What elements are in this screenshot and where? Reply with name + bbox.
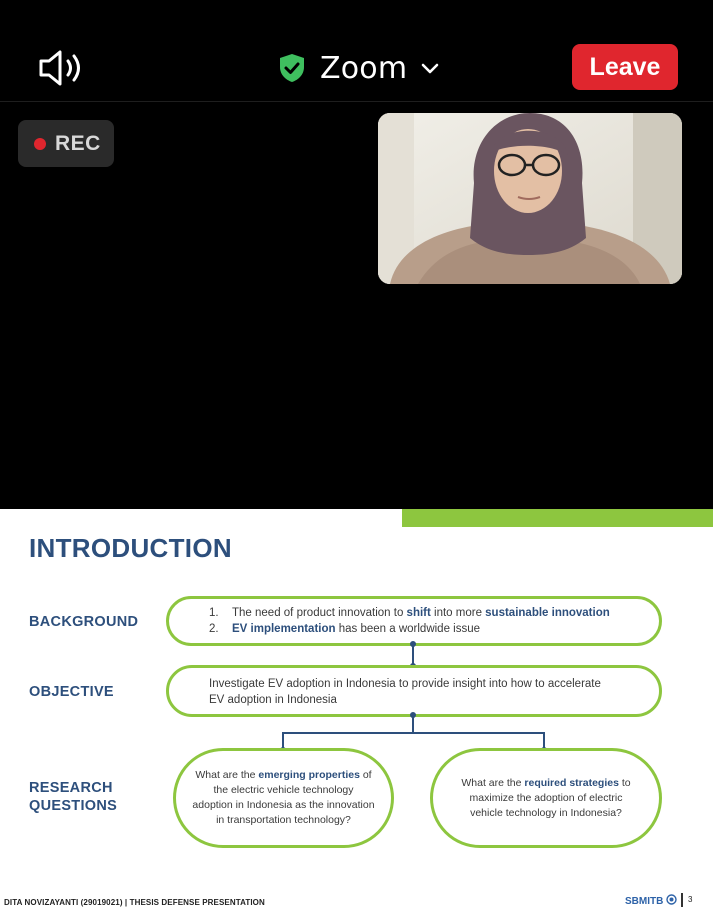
- research-questions-label: RESEARCH QUESTIONS: [29, 780, 118, 814]
- seal-icon: [666, 894, 677, 905]
- shield-check-icon: [278, 53, 306, 83]
- objective-box: [166, 665, 662, 717]
- background-label: BACKGROUND: [29, 614, 139, 630]
- app-title: Zoom: [320, 50, 408, 86]
- objective-label: OBJECTIVE: [29, 684, 114, 700]
- background-item: 1. The need of product innovation to shift into more sustainable innovation: [209, 607, 610, 619]
- objective-line: Investigate EV adoption in Indonesia to provide insight into how to accelerate: [209, 678, 601, 690]
- meeting-toolbar: [0, 0, 713, 102]
- institution-logo: SBMITB: [625, 894, 677, 907]
- connector-line: [412, 715, 414, 733]
- meeting-title-dropdown[interactable]: [278, 46, 439, 90]
- background-box: [166, 596, 662, 646]
- research-question-1: What are the emerging properties of the electric vehicle technology adoption in Indonesia as the innovation in transportation technology?: [173, 748, 394, 848]
- accent-bar: [402, 509, 713, 527]
- participant-video[interactable]: [378, 113, 682, 284]
- slide-title: INTRODUCTION: [29, 533, 232, 563]
- objective-line: EV adoption in Indonesia: [209, 694, 337, 706]
- speaker-icon[interactable]: [38, 48, 90, 88]
- participant-video-frame: [378, 113, 682, 284]
- chevron-down-icon: [421, 62, 439, 74]
- connector-line: [282, 732, 545, 734]
- recording-label: REC: [55, 131, 101, 155]
- leave-button[interactable]: Leave: [572, 44, 678, 90]
- recording-badge: [18, 120, 114, 167]
- footer-divider: [681, 893, 683, 907]
- slide-footer: DITA NOVIZAYANTI (29019021) | THESIS DEFENSE PRESENTATION: [4, 898, 265, 907]
- shared-slide: [0, 509, 713, 920]
- research-question-2: What are the required strategies to maximize the adoption of electric vehicle technology in Indonesia?: [430, 748, 662, 848]
- record-dot-icon: [34, 138, 46, 150]
- slide-page-number: 3: [688, 895, 693, 904]
- background-item: 2. EV implementation has been a worldwide issue: [209, 623, 481, 635]
